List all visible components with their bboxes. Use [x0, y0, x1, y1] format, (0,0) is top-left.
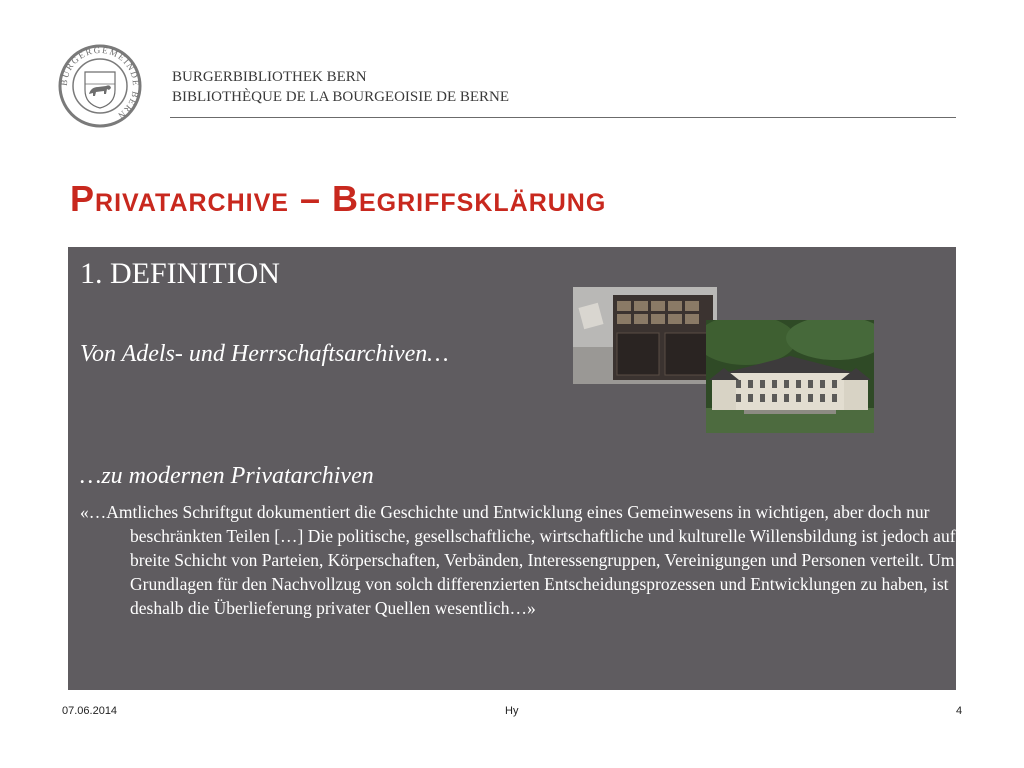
definition-heading: 1. DEFINITION	[80, 257, 280, 290]
subheading-modern-archives: …zu modernen Privatarchiven	[80, 463, 374, 489]
logo-ring-text: BURGERGEMEINDE BERN	[58, 44, 142, 122]
page-number: 4	[956, 705, 963, 717]
slide-title: Privatarchive – Begriffsklärung	[70, 178, 607, 219]
institution-name-de: BURGERBIBLIOTHEK BERN	[172, 69, 367, 85]
archive-cabinet-photo	[573, 287, 717, 384]
institution-name-fr: BIBLIOTHÈQUE DE LA BOURGEOISIE DE BERNE	[172, 89, 510, 105]
header-divider	[170, 117, 956, 118]
burgergemeinde-bern-logo	[58, 44, 142, 128]
footer-date: 07.06.2014	[62, 705, 118, 717]
footer-author: Hy	[505, 705, 519, 717]
castle-photo	[706, 320, 874, 433]
content-panel	[68, 247, 990, 690]
subheading-noble-archives: Von Adels- und Herrschaftsarchiven…	[80, 341, 449, 367]
institution-header	[172, 67, 509, 107]
definition-quote: «…Amtliches Schriftgut dokumentiert die Geschichte und Entwicklung eines Gemeinwesens in wichtigen, aber doch nur beschränkten Teilen […] Die politische, gesellschaftliche, wirtschaftliche und kulturelle Willensbildung ist jedoch auf eine breite Schicht von Parteien, Körperschaften, Verbänden, Interessengruppen, Vereinigungen und Personen verteilt. Um Grundlagen für den Nachvollzug von solch differenzierten Entscheidungsprozessen und Entwicklungen zu haben, ist deshalb die Überlieferung privater Quellen wesentlich…»	[80, 502, 990, 618]
